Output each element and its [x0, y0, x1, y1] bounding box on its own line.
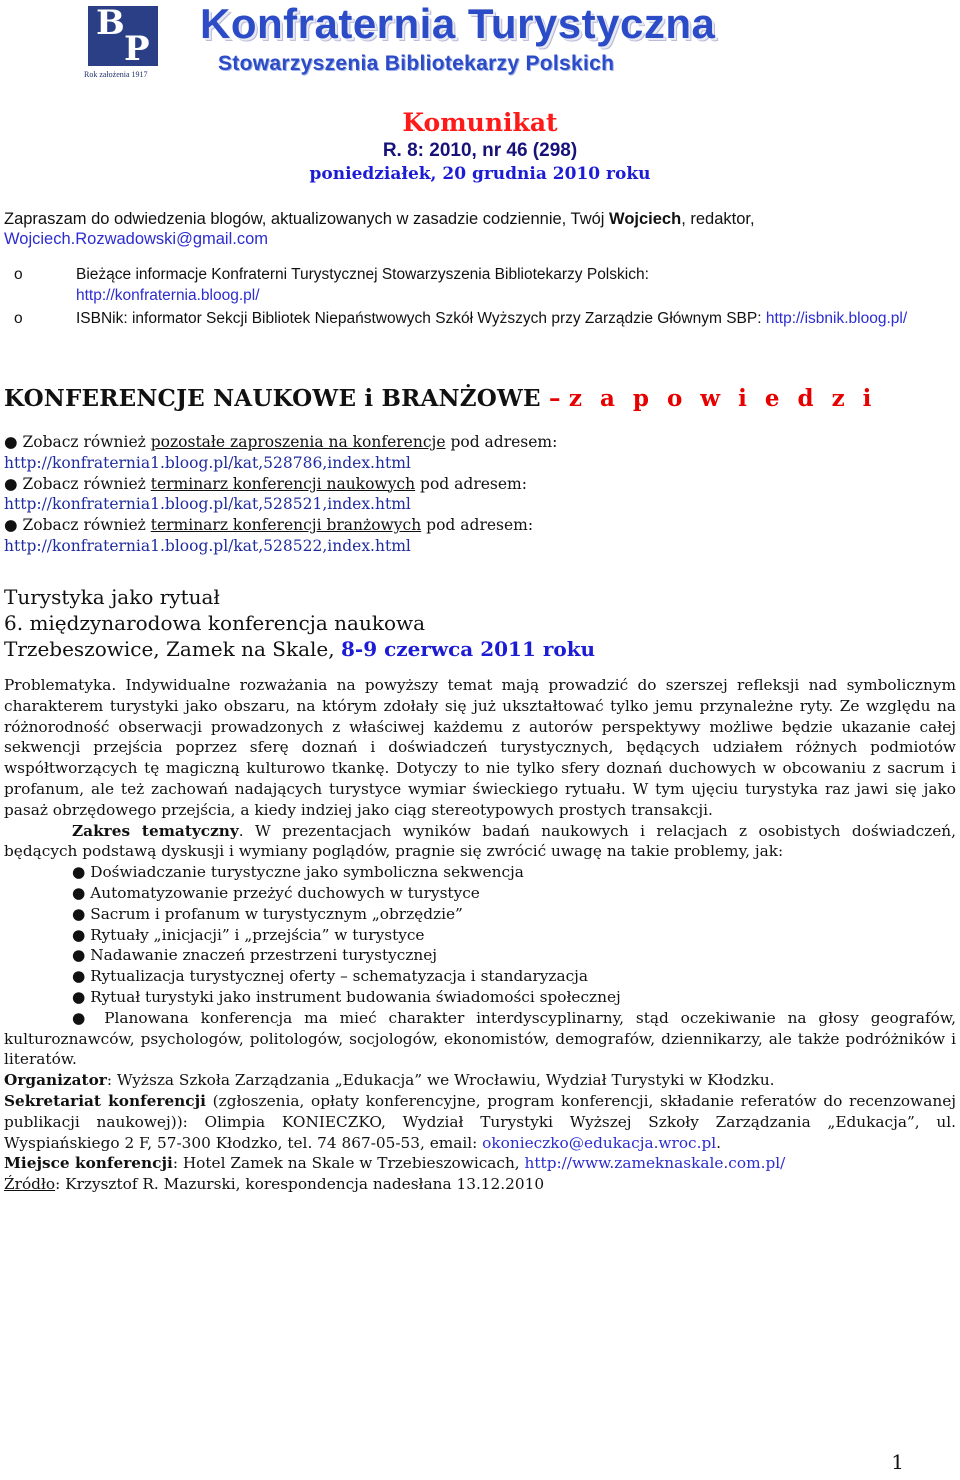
communique-title: Komunikat — [402, 108, 558, 137]
venue-text: : Hotel Zamek na Skale w Trzebieszowicach, — [172, 1154, 525, 1173]
invite-text: Zapraszam do odwiedzenia blogów, aktualizowanych w zasadzie codziennie, Twój — [4, 210, 610, 228]
editor-name: Wojciech — [609, 210, 682, 228]
problem-label: Problematyka. — [4, 676, 117, 694]
conference-title: Turystyka jako rytuał — [4, 585, 220, 609]
conference-place: Trzebeszowice, Zamek na Skale, — [4, 637, 335, 661]
logo-letter-p: P — [124, 29, 150, 69]
isbnik-blog-link[interactable]: http://isbnik.bloog.pl/ — [765, 310, 908, 327]
secretariat-label: Sekretariat konferencji — [4, 1091, 206, 1110]
interdisciplinary-paragraph: ● Planowana konferencja ma mieć charakter interdyscyplinarny, stąd oczekiwanie na głosy geografów, kulturoznawców, psychologów, politologów, socjologów, ekonomistów, demografów, dziennikarzy, ale także podróżników i literatów. — [4, 1008, 956, 1069]
header-banner — [80, 0, 880, 90]
source-paragraph — [4, 1174, 956, 1195]
see-also-list — [4, 432, 954, 557]
logo-caption: Rok założenia 1917 — [84, 70, 148, 79]
see-also-prefix: Zobacz również — [22, 474, 146, 493]
list-item: ● Rytualizacja turystycznej oferty – schematyzacja i standaryzacja — [72, 967, 589, 986]
see-also-item — [4, 432, 954, 474]
see-also-suffix: pod adresem: — [426, 516, 534, 535]
section-title-text: KONFERENCJE NAUKOWE i BRANŻOWE — [4, 385, 541, 412]
bullet-icon: ● — [4, 433, 18, 451]
see-also-url[interactable]: http://konfraternia1.bloog.pl/kat,528521,index.html — [4, 495, 411, 514]
page-number: 1 — [891, 1450, 904, 1474]
scope-label: Zakres tematyczny — [72, 821, 239, 840]
venue-website-link[interactable]: http://www.zameknaskale.com.pl/ — [524, 1154, 786, 1173]
article-body — [4, 675, 956, 1195]
organizer-label: Organizator — [4, 1071, 107, 1090]
logo-letter-b: B — [96, 3, 125, 43]
source-text: : Krzysztof R. Mazurski, korespondencja nadesłana 13.12.2010 — [55, 1175, 545, 1194]
conference-heading — [4, 584, 954, 662]
see-also-link[interactable]: terminarz konferencji naukowych — [150, 474, 416, 493]
section-heading — [4, 385, 954, 412]
see-also-url[interactable]: http://konfraternia1.bloog.pl/kat,528786,index.html — [4, 453, 411, 472]
brand-subtitle: Stowarzyszenia Bibliotekarzy Polskich — [218, 52, 615, 75]
brand-title: Konfraternia Turystyczna — [200, 0, 716, 47]
topics-list — [4, 862, 956, 1008]
secretariat-email-link[interactable]: okonieczko@edukacja.wroc.pl — [482, 1133, 717, 1152]
invite-paragraph — [4, 209, 954, 249]
sbp-logo — [80, 3, 170, 82]
list-item: ● Rytuały „inicjacji” i „przejścia” w turystyce — [72, 925, 425, 944]
editor-email-link[interactable]: Wojciech.Rozwadowski@gmail.com — [4, 230, 269, 248]
bullet-marker: o — [14, 310, 23, 327]
bullet-icon: ● — [4, 474, 18, 493]
list-item: ● Sacrum i profanum w turystycznym „obrzędzie” — [72, 904, 463, 923]
venue-paragraph — [4, 1153, 956, 1174]
blog-links-list — [4, 264, 954, 331]
list-item — [4, 264, 954, 306]
source-label: Źródło — [4, 1175, 56, 1194]
see-also-prefix: Zobacz również — [22, 433, 146, 451]
secretariat-end: . — [716, 1133, 722, 1152]
see-also-suffix: pod adresem: — [450, 433, 558, 451]
issue-date: poniedziałek, 20 grudnia 2010 roku — [309, 164, 651, 184]
issue-number: R. 8: 2010, nr 46 (298) — [382, 140, 578, 161]
conference-place-line — [4, 636, 954, 662]
see-also-suffix: pod adresem: — [420, 474, 527, 493]
see-also-prefix: Zobacz również — [22, 516, 146, 535]
list-item: ● Doświadczanie turystyczne jako symboliczna sekwencja — [72, 863, 524, 882]
list-item — [4, 308, 954, 329]
section-dash: – — [548, 385, 561, 412]
bullet-icon: ● — [4, 516, 18, 535]
problem-paragraph — [4, 675, 956, 821]
venue-label: Miejsce konferencji — [4, 1154, 173, 1173]
conference-subtitle: 6. międzynarodowa konferencja naukowa — [4, 611, 426, 635]
secretariat-text: (zgłoszenia, opłaty konferencyjne, program konferencji, składanie referatów do recenzowanej publikacji naukowej)): Olimpia KONIECZKO, Wydział Turystyki Wyższej Szkoły Zarządzania „Edukacja”, ul. Wyspiańskiego 2 F, 57-300 Kłodzko, tel. 74 867-05-53, email: — [4, 1091, 956, 1152]
see-also-item — [4, 515, 954, 557]
list-item: ● Rytuał turystyki jako instrument budowania świadomości społecznej — [72, 987, 621, 1006]
link-description: ISBNik: informator Sekcji Bibliotek Niepaństwowych Szkół Wyższych przy Zarządzie Głównym SBP: — [76, 310, 762, 327]
conference-dates: 8-9 czerwca 2011 roku — [340, 637, 596, 661]
see-also-url[interactable]: http://konfraternia1.bloog.pl/kat,528522,index.html — [4, 536, 411, 555]
problem-text: Indywidualne rozważania na powyższy temat mają prowadzić do szerszej refleksji nad symbolicznym charakterem turystyki jako obszaru, na którym zdołały się już ukształtować tylko jemu przynależne ryty. Ze względu na różnorodność obserwacji prowadzonych z właściwej każdemu z autorów perspektywy możliwe będzie ukazanie całej sekwencji przejścia poprzez sferę doznań i doświadczeń turystycznych, będących udziałem różnych podmiotów współtworzących tę magiczną kulturowo tkankę. Dotyczy to nie tylko sfery doznań duchowych w obcowaniu z sacrum i profanum, ale też zachowań nadających turystyce wymiar świeckiego rytuału. W tym ujęciu turystyka raz jawi się jako pasaż obrzędowego przejścia, a kiedy indziej jako ciąg stereotypowych prostych transakcji. — [4, 676, 956, 819]
section-subtitle: z a p o w i e d z i — [568, 385, 877, 412]
bullet-marker: o — [14, 266, 23, 283]
konfraternia-blog-link[interactable]: http://konfraternia.bloog.pl/ — [76, 287, 260, 304]
see-also-link[interactable]: terminarz konferencji branżowych — [150, 516, 422, 535]
organizer-paragraph — [4, 1070, 956, 1091]
logo-mark — [88, 3, 158, 69]
scope-text: W prezentacjach wyników badań naukowych i relacjach z osobistych doświadczeń, będących podstawą dyskusji i wymiany poglądów, pragnie się zwrócić uwagę na takie problemy, jak: — [4, 821, 956, 861]
organizer-text: : Wyższa Szkoła Zarządzania „Edukacja” we Wrocławiu, Wydział Turystyki w Kłodzku. — [106, 1071, 775, 1090]
scope-paragraph: Zakres tematyczny. W prezentacjach wyników badań naukowych i relacjach z osobistych doświadczeń, będących podstawą dyskusji i wymiany poglądów, pragnie się zwrócić uwagę na takie problemy, jak: — [4, 821, 956, 861]
secretariat-paragraph — [4, 1091, 956, 1153]
list-item: ● Nadawanie znaczeń przestrzeni turystycznej — [72, 946, 438, 965]
list-item: ● Automatyzowanie przeżyć duchowych w turystyce — [72, 883, 480, 902]
invite-text-after: , redaktor, — [681, 210, 755, 228]
see-also-item — [4, 474, 954, 516]
link-description: Bieżące informacje Konfraterni Turystycznej Stowarzyszenia Bibliotekarzy Polskich: — [76, 266, 649, 283]
see-also-link[interactable]: pozostałe zaproszenia na konferencje — [150, 433, 446, 451]
